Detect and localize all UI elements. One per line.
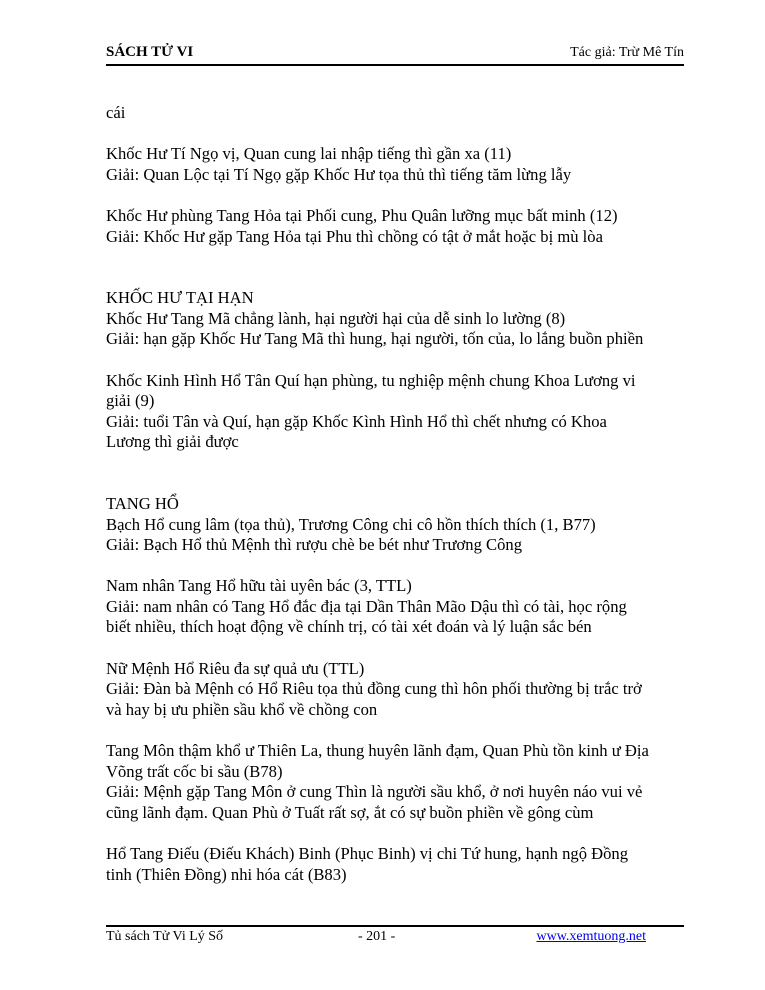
paragraph-spacer	[106, 185, 684, 206]
text-line: Khốc Hư Tang Mã chẳng lành, hại người hại của dễ sinh lo lường (8)	[106, 308, 566, 328]
text-line: Khốc Kinh Hình Hổ Tân Quí hạn phùng, tu nghiệp mệnh chung Khoa Lương vi	[106, 370, 636, 390]
text-line: Giải: Đàn bà Mệnh có Hổ Riêu tọa thủ đồng cung thì hôn phối thường bị trắc trở	[106, 679, 642, 699]
paragraph-spacer	[106, 124, 684, 145]
paragraph-spacer	[106, 350, 684, 371]
text-block	[106, 576, 684, 638]
page-body	[106, 103, 684, 885]
text-line: Giải: Mệnh gặp Tang Môn ở cung Thìn là người sầu khổ, ở nơi huyên náo vui vẻ	[106, 782, 643, 802]
paragraph-spacer	[106, 638, 684, 659]
page-footer	[106, 929, 684, 947]
text-block	[106, 206, 684, 247]
text-line: Giải: tuổi Tân và Quí, hạn gặp Khốc Kình Hình Hổ thì chết nhưng có Khoa	[106, 411, 607, 431]
text-line: biết nhiều, thích hoạt động về chính trị, có tài xét đoán và lý luận sắc bén	[106, 617, 592, 637]
text-block	[106, 844, 684, 885]
paragraph-spacer	[106, 453, 684, 494]
text-line: giải (9)	[106, 391, 155, 411]
text-line: Khốc Hư phùng Tang Hỏa tại Phối cung, Phu Quân lưỡng mục bất minh (12)	[106, 205, 618, 225]
text-line: TANG HỔ	[106, 493, 179, 513]
text-block	[106, 659, 684, 721]
text-line: Võng trất cốc bi sầu (B78)	[106, 761, 283, 781]
paragraph-spacer	[106, 556, 684, 577]
book-title: SÁCH TỬ VI	[106, 44, 194, 60]
text-line: cái	[106, 103, 126, 122]
text-line: cũng lãnh đạm. Quan Phù ở Tuất rất sợ, ắt có sự buồn phiền về gông cùm	[106, 802, 594, 822]
text-line: Giải: Khốc Hư gặp Tang Hỏa tại Phu thì chồng có tật ở mắt hoặc bị mù lòa	[106, 226, 603, 246]
text-line: tinh (Thiên Đồng) nhi hóa cát (B83)	[106, 864, 347, 884]
text-block	[106, 288, 684, 350]
text-line: Hổ Tang Điếu (Điếu Khách) Binh (Phục Binh) vị chi Tứ hung, hạnh ngộ Đồng	[106, 844, 629, 863]
text-line: KHỐC HƯ TẠI HẠN	[106, 288, 254, 308]
paragraph-spacer	[106, 823, 684, 844]
text-line: Nữ Mệnh Hổ Riêu đa sự quả ưu (TTL)	[106, 658, 365, 678]
text-block	[106, 103, 684, 124]
page-number: - 201 -	[358, 929, 396, 944]
text-line: Bạch Hổ cung lâm (tọa thủ), Trương Công chi cô hồn thích thích (1, B77)	[106, 514, 596, 534]
text-line: Tang Môn thậm khổ ư Thiên La, thung huyên lãnh đạm, Quan Phù tồn kinh ư Địa	[106, 741, 649, 761]
text-block	[106, 494, 684, 556]
paragraph-spacer	[106, 720, 684, 741]
footer-rule	[106, 925, 684, 927]
text-line: Giải: hạn gặp Khốc Hư Tang Mã thì hung, hại người, tốn của, lo lắng buồn phiền	[106, 329, 644, 349]
page-header	[106, 44, 684, 64]
series-name: Tủ sách Tử Vi Lý Số	[106, 929, 224, 944]
text-block	[106, 741, 684, 823]
text-line: Giải: Bạch Hổ thủ Mệnh thì rượu chè be bét như Trương Công	[106, 535, 523, 555]
paragraph-spacer	[106, 247, 684, 288]
header-rule	[106, 64, 684, 66]
text-line: Nam nhân Tang Hổ hữu tài uyên bác (3, TTL)	[106, 576, 412, 596]
text-line: Khốc Hư Tí Ngọ vị, Quan cung lai nhập tiếng thì gần xa (11)	[106, 144, 512, 164]
text-line: Giải: Quan Lộc tại Tí Ngọ gặp Khốc Hư tọa thủ thì tiếng tăm lừng lẫy	[106, 164, 572, 184]
text-line: Lương thì giải được	[106, 432, 239, 452]
website-link[interactable]: www.xemtuong.net	[536, 929, 646, 944]
text-line: Giải: nam nhân có Tang Hổ đắc địa tại Dần Thân Mão Dậu thì có tài, học rộng	[106, 596, 627, 616]
text-line: và hay bị ưu phiền sầu khổ về chồng con	[106, 699, 378, 719]
text-block	[106, 371, 684, 453]
text-block	[106, 144, 684, 185]
author-credit: Tác giả: Trừ Mê Tín	[570, 45, 684, 60]
